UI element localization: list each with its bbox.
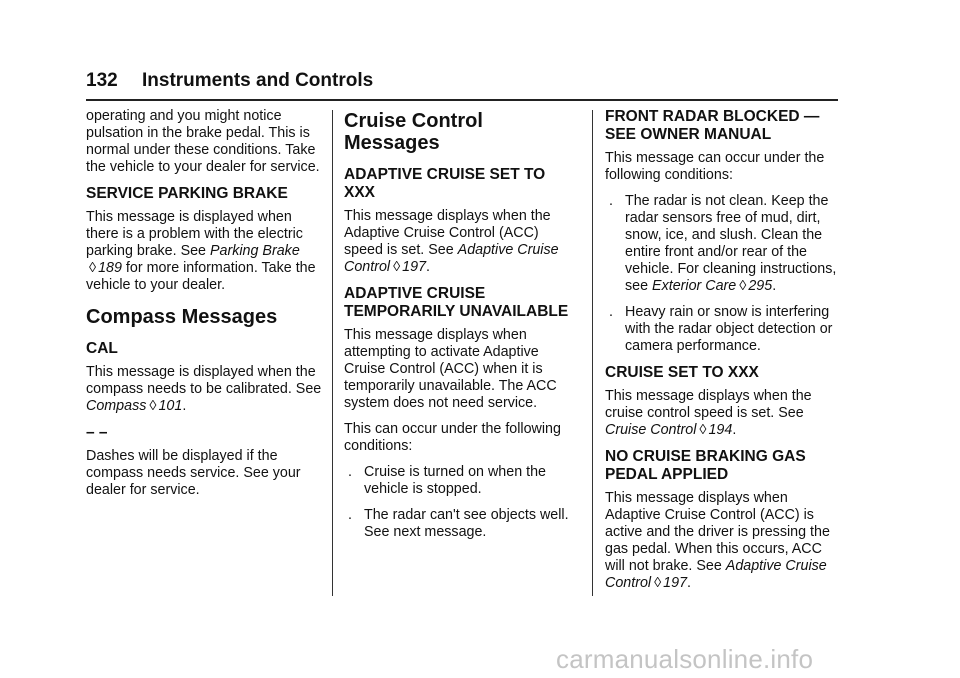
- header-rule: [86, 99, 838, 101]
- acc-conditions-text: This can occur under the following conditions:: [344, 421, 561, 454]
- cruise-control-link[interactable]: Cruise Control: [605, 422, 697, 438]
- list-item: [344, 464, 580, 498]
- list-item: [605, 304, 841, 355]
- section-title: Instruments and Controls: [142, 70, 374, 91]
- dashes-text: Dashes will be displayed if the compass needs service. See your dealer for service.: [86, 448, 301, 498]
- cruise-set-heading: CRUISE SET TO XXX: [605, 364, 759, 381]
- front-radar-blocked-heading: FRONT RADAR BLOCKED — SEE OWNER MANUAL: [605, 108, 820, 143]
- service-parking-brake-heading: SERVICE PARKING BRAKE: [86, 185, 288, 202]
- bullet-mark: .: [348, 507, 352, 523]
- text-segment: The radar is not clean. Keep the radar sensors free of mud, dirt, snow, ice, and slush. Clean the entire front and/or rear of the vehicle. For cleaning instructions, see: [625, 193, 837, 294]
- text-segment: This message displays when Adaptive Cruise Control (ACC) is active and the driver is pressing the gas pedal. When this occurs, ACC will not brake. See: [605, 490, 830, 574]
- page-ref[interactable]: 101: [158, 398, 183, 414]
- page-ref[interactable]: 295: [748, 278, 773, 294]
- page-ref-icon: ◊: [699, 422, 707, 438]
- bullet-mark: .: [348, 464, 352, 480]
- list-item-text: Heavy rain or snow is interfering with the radar object detection or camera performance.: [625, 304, 833, 354]
- column-2: [344, 108, 580, 550]
- bullet-mark: .: [609, 304, 613, 320]
- column-3: [605, 108, 841, 601]
- exterior-care-link[interactable]: Exterior Care: [652, 278, 737, 294]
- text-segment: for more information. Take the vehicle to your dealer.: [86, 260, 316, 293]
- text-segment: .: [732, 422, 737, 438]
- compass-messages-heading: Compass Messages: [86, 306, 278, 328]
- column-divider-2: [592, 110, 593, 596]
- cruise-set-text: [605, 388, 841, 439]
- text-segment: This message displays when the Adaptive Cruise Control (ACC) speed is set. See: [344, 208, 551, 258]
- list-item: [605, 193, 841, 295]
- service-parking-brake-text: [86, 209, 322, 294]
- text-segment: This message is displayed when there is a problem with the electric parking brake. See: [86, 209, 303, 259]
- list-item-text: The radar can't see objects well. See next message.: [364, 507, 569, 540]
- no-cruise-braking-heading: NO CRUISE BRAKING GAS PEDAL APPLIED: [605, 448, 806, 483]
- acc-unavailable-heading: ADAPTIVE CRUISE TEMPORARILY UNAVAILABLE: [344, 285, 569, 320]
- text-segment: This message is displayed when the compass needs to be calibrated. See: [86, 364, 322, 397]
- parking-brake-link[interactable]: Parking Brake: [209, 243, 300, 259]
- front-radar-text: This message can occur under the following conditions:: [605, 150, 825, 183]
- cal-heading: CAL: [86, 340, 118, 357]
- text-segment: .: [182, 398, 187, 414]
- acc-unavailable-text: This message displays when attempting to activate Adaptive Cruise Control (ACC) when it is temporarily unavailable. The ACC system does not need service.: [344, 327, 557, 411]
- dashes-heading: – –: [86, 424, 108, 441]
- page-ref[interactable]: 189: [98, 260, 122, 276]
- acc-set-text: [344, 208, 580, 276]
- watermark: carmanualsonline.info: [556, 644, 814, 674]
- column-1: [86, 108, 322, 508]
- bullet-mark: .: [609, 193, 613, 209]
- page-ref[interactable]: 194: [708, 422, 733, 438]
- compass-link[interactable]: Compass: [86, 398, 147, 414]
- adaptive-cruise-link[interactable]: Adaptive Cruise Control: [605, 558, 827, 591]
- cal-text: [86, 364, 322, 415]
- list-item-text: Cruise is turned on when the vehicle is stopped.: [364, 464, 546, 497]
- text-segment: .: [426, 259, 431, 275]
- text-segment: This message displays when the cruise control speed is set. See: [605, 388, 812, 421]
- page-number: 132: [86, 70, 118, 91]
- page-header: [86, 70, 838, 100]
- page-ref-icon: ◊: [739, 278, 747, 294]
- intro-paragraph: operating and you might notice pulsation in the brake pedal. This is normal under these conditions. Take the vehicle to your dealer for service.: [86, 108, 320, 175]
- cruise-control-messages-heading: Cruise Control Messages: [344, 110, 483, 154]
- page-ref[interactable]: 197: [402, 259, 427, 275]
- text-segment: .: [772, 278, 777, 294]
- no-cruise-braking-text: [605, 490, 841, 592]
- text-segment: .: [687, 575, 692, 591]
- page-ref-icon: ◊: [149, 398, 157, 414]
- page-ref[interactable]: 197: [663, 575, 688, 591]
- adaptive-cruise-link[interactable]: Adaptive Cruise Control: [344, 242, 559, 275]
- page-ref-icon: ◊: [89, 260, 97, 276]
- acc-set-heading: ADAPTIVE CRUISE SET TO XXX: [344, 166, 546, 201]
- list-item: [344, 507, 580, 541]
- page-ref-icon: ◊: [654, 575, 662, 591]
- page-ref-icon: ◊: [393, 259, 401, 275]
- column-divider-1: [332, 110, 333, 596]
